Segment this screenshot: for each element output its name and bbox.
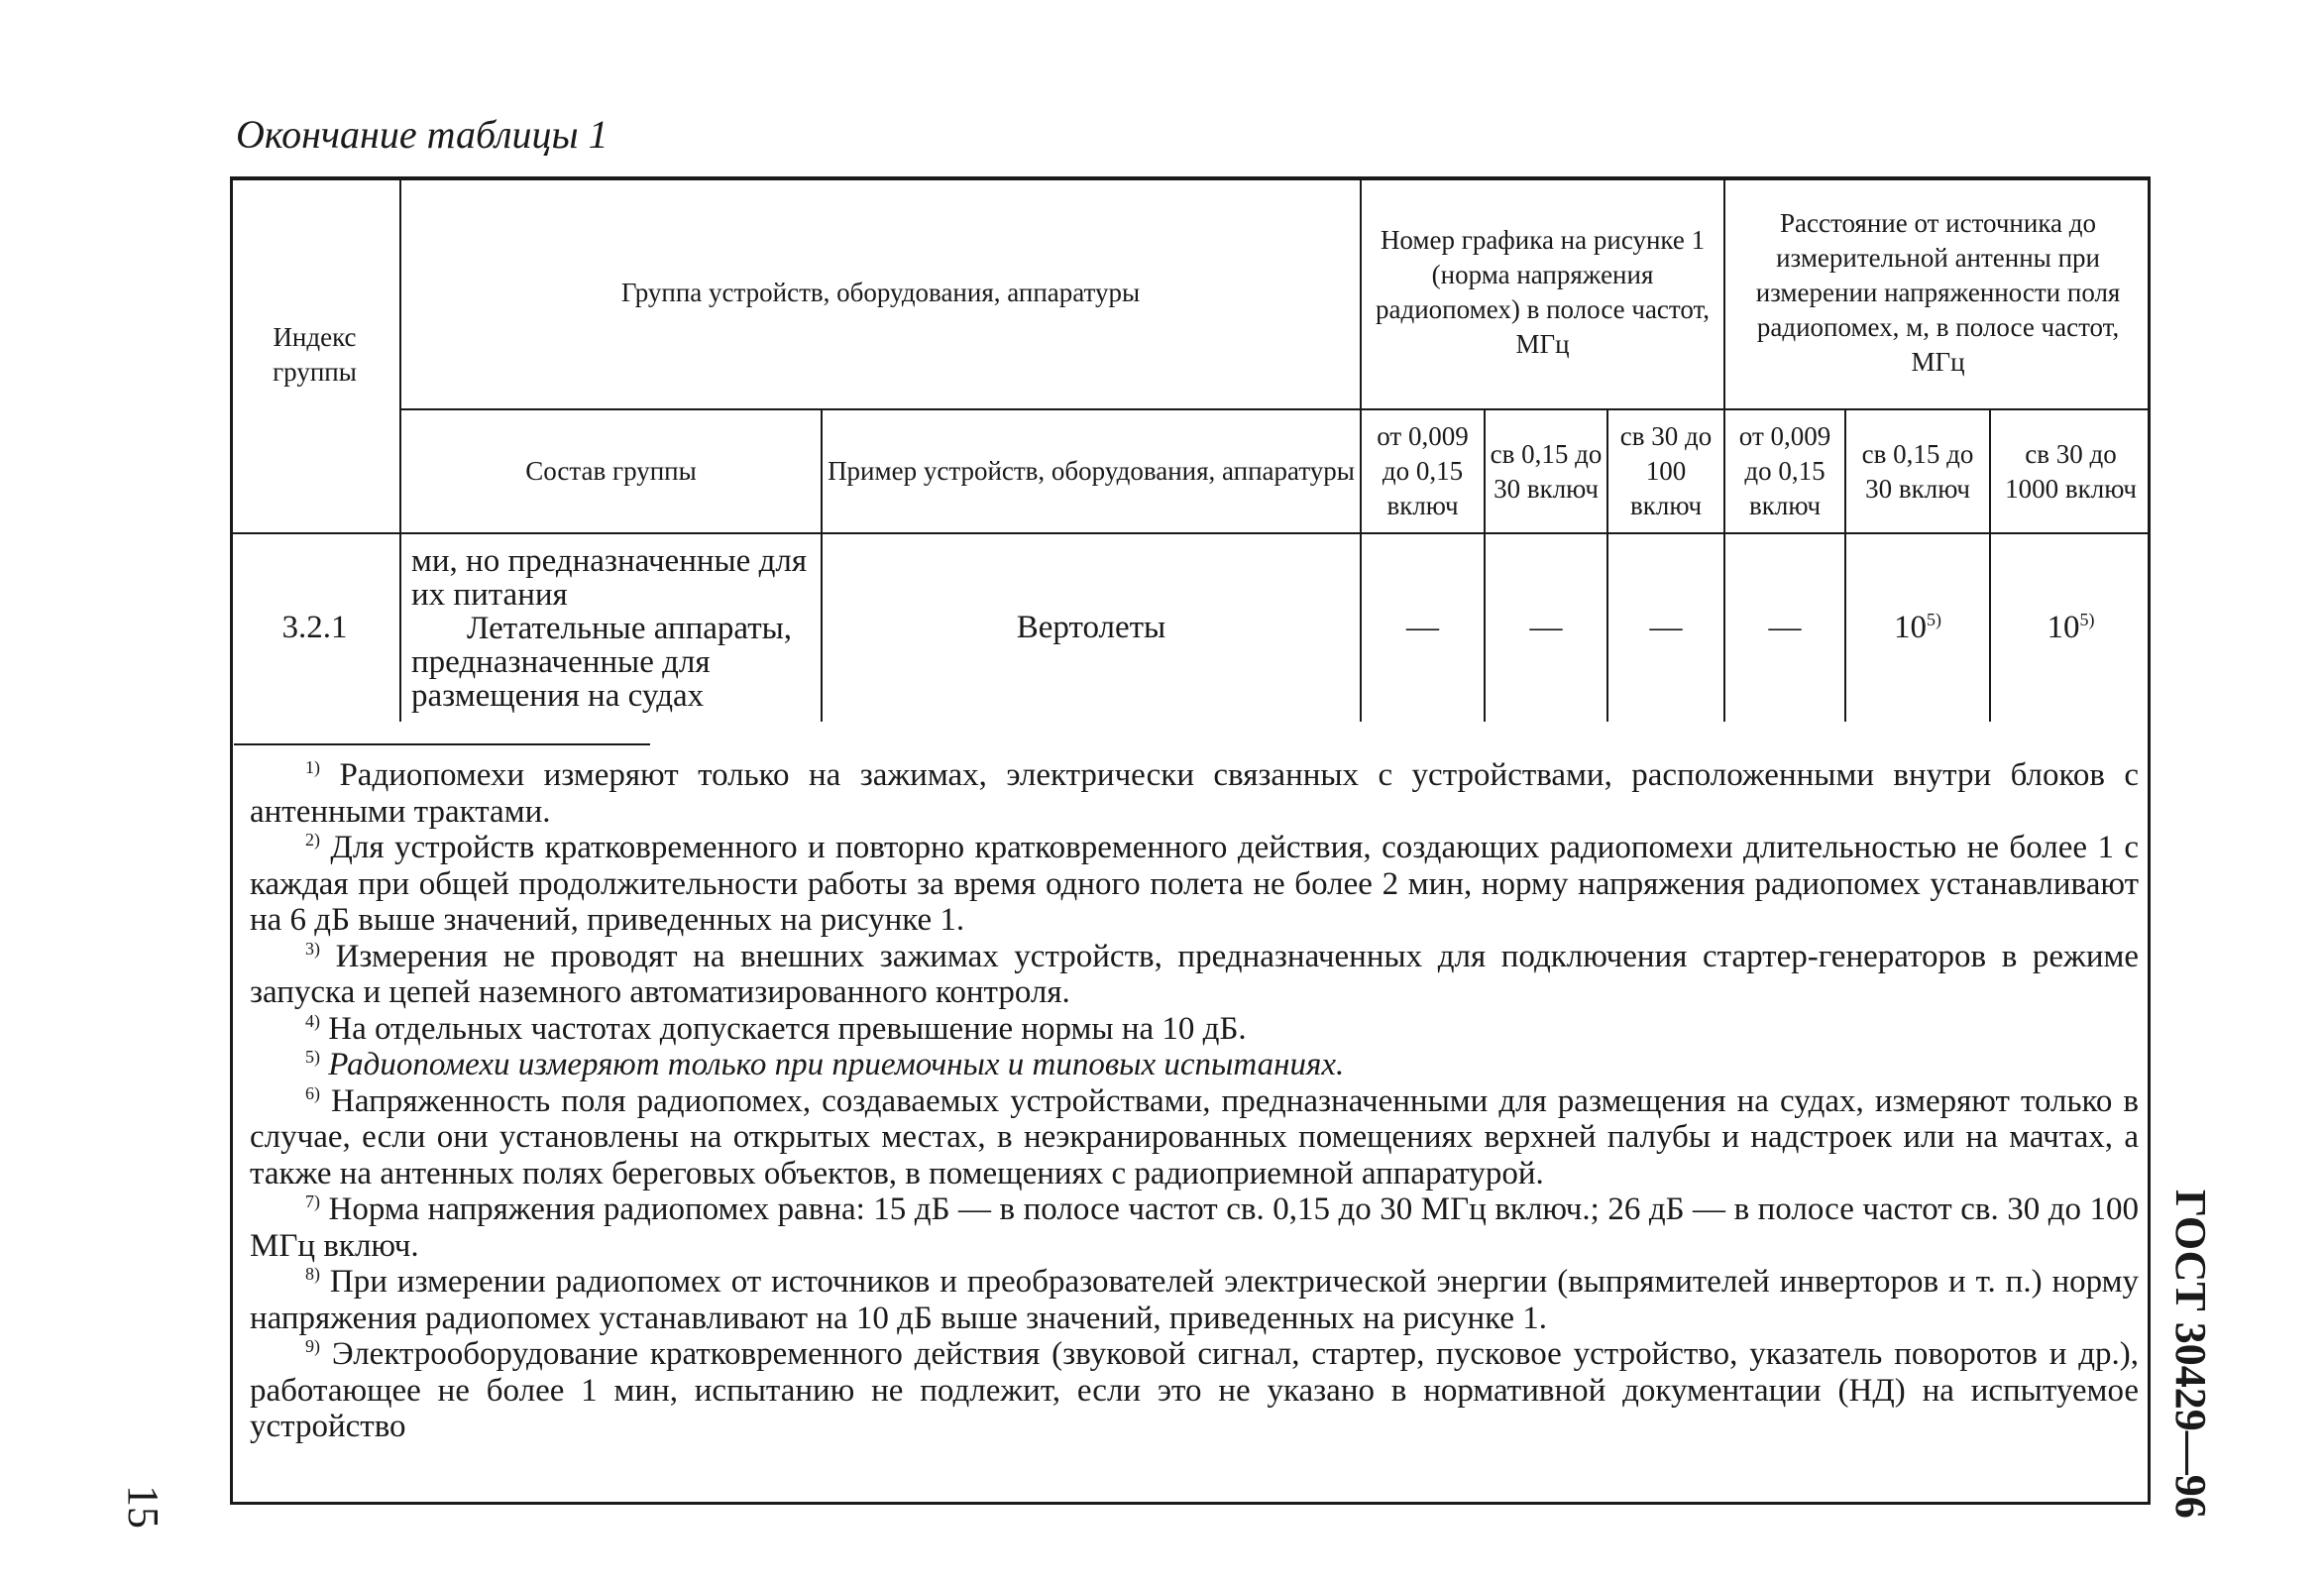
footnote-mark: 4) — [305, 1010, 320, 1031]
row-value-1: — — [1361, 533, 1485, 722]
row-value-6-footnote: 5) — [2079, 610, 2095, 629]
header-freq-5: св 0,15 до 30 включ — [1845, 409, 1990, 533]
footnote-mark: 6) — [305, 1082, 320, 1103]
footnote-mark: 2) — [305, 830, 320, 850]
footnote-5 — [250, 1047, 2139, 1083]
header-freq-1: от 0,009 до 0,15 включ — [1361, 409, 1485, 533]
row-composition-line1: ми, но предназначенные для их питания — [411, 542, 808, 613]
header-distance: Расстояние от источника до измерительной антенны при измерении напряженности поля радиопомех, м, в полосе частот, МГц — [1724, 176, 2151, 409]
header-device-example: Пример устройств, оборудования, аппаратуры — [822, 409, 1361, 533]
header-device-group: Группа устройств, оборудования, аппаратуры — [400, 176, 1361, 409]
footnote-text: Электрооборудование кратковременного действия (звуковой сигнал, стартер, пусковое устройство, указатель поворотов и др.), работающее не более 1 мин, испытанию не подлежит, если это не указано в нормативной документации (НД) на испытуемое устройство — [250, 1336, 2140, 1444]
footnote-mark: 7) — [305, 1191, 320, 1211]
footnote-text: Радиопомехи измеряют только при приемочных и типовых испытаниях. — [328, 1047, 1345, 1082]
header-freq-2: св 0,15 до 30 включ — [1485, 409, 1607, 533]
footnotes — [250, 757, 2139, 1445]
footnote-7 — [250, 1191, 2139, 1264]
footnote-8 — [250, 1264, 2139, 1336]
row-composition-line2: Летательные аппараты, предназначенные для размещения на судах — [411, 610, 793, 714]
footnote-text: Для устройств кратковременного и повторно кратковременного действия, создающих радиопомехи длительностью не более 1 с каждая при общей продолжительности работы за время одного полета не более 2 мин, норму напряжения радиопомех устанавливают на 6 дБ выше значений, приведенных на рисунке 1. — [250, 830, 2139, 938]
footnote-mark: 8) — [305, 1264, 320, 1284]
footnote-4 — [250, 1011, 2139, 1048]
row-value-6-number: 10 — [2047, 610, 2080, 645]
footnote-text: Напряженность поля радиопомех, создаваемых устройствами, предназначенными для размещения на судах, измеряют только в случае, если они установлены на открытых местах, в неэкранированных помещениях верхней палубы и надстроек или на мачтах, а также на антенных полях береговых объектов, в помещениях с радиоприемной аппаратурой. — [250, 1082, 2140, 1191]
header-freq-6: св 30 до 1000 включ — [1990, 409, 2151, 533]
row-value-6 — [1990, 533, 2151, 722]
row-value-3: — — [1607, 533, 1724, 722]
row-value-2: — — [1485, 533, 1607, 722]
standard-designation: ГОСТ 30429—96 — [2166, 1190, 2215, 1519]
row-composition — [400, 533, 822, 722]
header-graph-number: Номер графика на рисунке 1 (норма напряжения радиопомех) в полосе частот, МГц — [1361, 176, 1724, 409]
footnote-mark: 5) — [305, 1047, 320, 1067]
footnote-mark: 9) — [305, 1336, 320, 1356]
footnote-text: Измерения не проводят на внешних зажимах устройств, предназначенных для подключения стартер-генераторов в режиме запуска и цепей наземного автоматизированного контроля. — [250, 938, 2140, 1010]
footnote-text: Норма напряжения радиопомех равна: 15 дБ — в полосе частот св. 0,15 до 30 МГц включ.; 26 дБ — в полосе частот св. 30 до 100 МГц включ. — [250, 1191, 2139, 1264]
row-value-5 — [1845, 533, 1990, 722]
row-value-5-footnote: 5) — [1927, 610, 1942, 629]
footnote-1 — [250, 757, 2139, 830]
row-example: Вертолеты — [822, 533, 1361, 722]
footnote-divider — [234, 743, 650, 745]
header-group-composition: Состав группы — [400, 409, 822, 533]
footnote-9 — [250, 1336, 2139, 1445]
footnote-3 — [250, 939, 2139, 1011]
page-number: 15 — [119, 1485, 167, 1529]
footnote-6 — [250, 1083, 2139, 1192]
row-index: 3.2.1 — [230, 533, 400, 722]
header-freq-3: св 30 до 100 включ — [1607, 409, 1724, 533]
footnote-text: Радиопомехи измеряют только на зажимах, электрически связанных с устройствами, расположенными внутри блоков с антенными трактами. — [250, 757, 2140, 830]
standards-table — [230, 176, 2151, 722]
header-group-index: Индекс группы — [230, 176, 400, 533]
footnote-mark: 3) — [305, 938, 320, 959]
table-caption: Окончание таблицы 1 — [236, 112, 609, 157]
row-value-4: — — [1724, 533, 1845, 722]
table-row — [230, 533, 2151, 722]
header-freq-4: от 0,009 до 0,15 включ — [1724, 409, 1845, 533]
footnote-text: На отдельных частотах допускается превышение нормы на 10 дБ. — [328, 1010, 1247, 1047]
footnote-2 — [250, 830, 2139, 939]
footnote-mark: 1) — [305, 757, 320, 777]
footnote-text: При измерении радиопомех от источников и преобразователей электрической энергии (выпрямителей инверторов и т. п.) норму напряжения радиопомех устанавливают на 10 дБ выше значений, приведенных на рисунке 1. — [250, 1264, 2140, 1336]
row-value-5-number: 10 — [1894, 610, 1928, 645]
